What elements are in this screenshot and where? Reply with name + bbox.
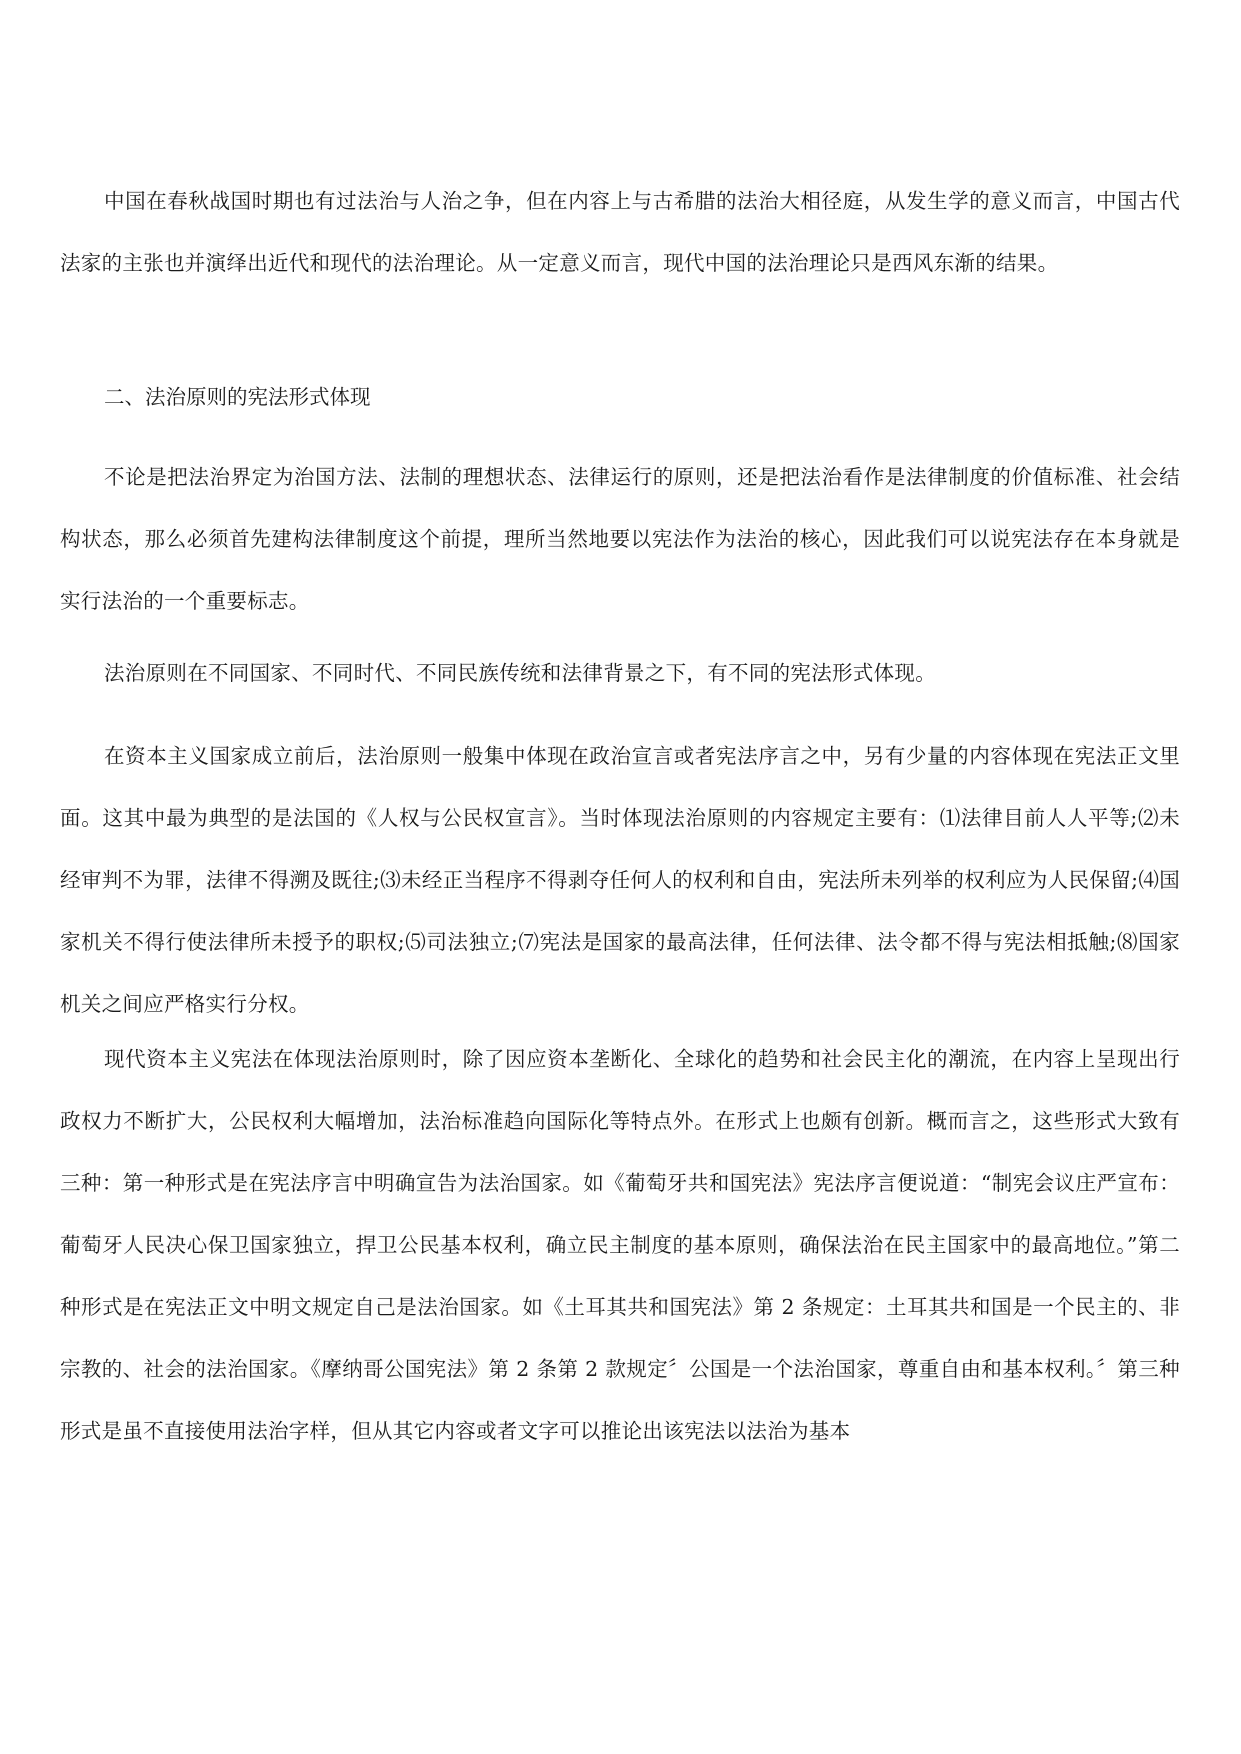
paragraph-5: 现代资本主义宪法在体现法治原则时，除了因应资本垄断化、全球化的趋势和社会民主化的潮流，在内容上呈现出行政权力不断扩大，公民权利大幅增加，法治标准趋向国际化等特点外。在形式上也颇有创新。概而言之，这些形式大致有三种：第一种形式是在宪法序言中明确宣告为法治国家。如《葡萄牙共和国宪法》宪法序言便说道：“制宪会议庄严宣布：葡萄牙人民决心保卫国家独立，捍卫公民基本权利，确立民主制度的基本原则，确保法治在民主国家中的最高地位。”第二种形式是在宪法正文中明文规定自己是法治国家。如《土耳其共和国宪法》第 2 条规定：土耳其共和国是一个民主的、非宗教的、社会的法治国家。《摩纳哥公国宪法》第 2 条第 2 款规定〞公国是一个法治国家，尊重自由和基本权利。〞第三种形式是虽不直接使用法治字样，但从其它内容或者文字可以推论出该宪法以法治为基本 [60,1047,1180,1443]
paragraph-1: 中国在春秋战国时期也有过法治与人治之争，但在内容上与古希腊的法治大相径庭，从发生学的意义而言，中国古代法家的主张也并演绎出近代和现代的法治理论。从一定意义而言，现代中国的法治理论只是西风东渐的结果。 [60,189,1180,275]
section-heading: 二、法治原则的宪法形式体现 [104,385,371,409]
paragraph-3: 法治原则在不同国家、不同时代、不同民族传统和法律背景之下，有不同的宪法形式体现。 [104,661,936,685]
paragraph-2: 不论是把法治界定为治国方法、法制的理想状态、法律运行的原则，还是把法治看作是法律制度的价值标准、社会结构状态，那么必须首先建构法律制度这个前提，理所当然地要以宪法作为法治的核心，因此我们可以说宪法存在本身就是实行法治的一个重要标志。 [60,465,1180,613]
paragraph-4: 在资本主义国家成立前后，法治原则一般集中体现在政治宣言或者宪法序言之中，另有少量的内容体现在宪法正文里面。这其中最为典型的是法国的《人权与公民权宣言》。当时体现法治原则的内容规定主要有：⑴法律目前人人平等;⑵未经审判不为罪，法律不得溯及既往;⑶未经正当程序不得剥夺任何人的权利和自由，宪法所未列举的权利应为人民保留;⑷国家机关不得行使法律所未授予的职权;⑸司法独立;⑺宪法是国家的最高法律，任何法律、法令都不得与宪法相抵触;⑻国家机关之间应严格实行分权。 [60,744,1180,1016]
